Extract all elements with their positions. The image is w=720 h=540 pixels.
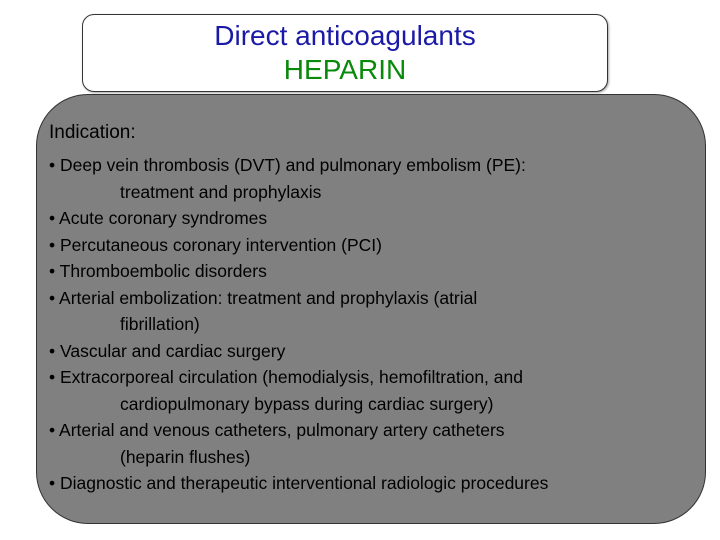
list-item-text: • Diagnostic and therapeutic interventional radiologic procedures (49, 473, 549, 493)
indication-heading: Indication: (49, 122, 136, 143)
list-item (49, 417, 699, 470)
list-item-continuation: fibrillation) (120, 314, 200, 334)
list-item (49, 285, 699, 338)
list-item-continuation: (heparin flushes) (120, 446, 251, 467)
list-item-text: • Vascular and cardiac surgery (49, 340, 286, 361)
list-item-text: • Deep vein thrombosis (DVT) and pulmonary embolism (PE): (49, 155, 526, 175)
list-item-text: • Arterial and venous catheters, pulmonary artery catheters (49, 420, 505, 440)
list-item-continuation: treatment and prophylaxis (120, 181, 322, 202)
list-item-text: • Thromboembolic disorders (49, 261, 267, 281)
list-item (49, 338, 699, 365)
list-item (49, 232, 699, 259)
list-item-text: • Acute coronary syndromes (49, 208, 268, 228)
list-item-text: • Extracorporeal circulation (hemodialysis, hemofiltration, and (49, 367, 523, 387)
list-item-text: • Arterial embolization: treatment and prophylaxis (atrial (49, 287, 478, 308)
list-item-continuation: cardiopulmonary bypass during cardiac surgery) (120, 393, 494, 414)
list-item (49, 470, 699, 497)
list-item (49, 364, 699, 417)
content-box (36, 94, 706, 524)
title-box (82, 14, 608, 92)
list-item-text: • Percutaneous coronary intervention (PCI) (49, 234, 382, 255)
list-item (49, 152, 699, 205)
title-line-1: Direct anticoagulants (214, 20, 476, 51)
title-line-2: HEPARIN (283, 54, 407, 85)
indication-list (49, 152, 699, 497)
list-item (49, 205, 699, 232)
list-item (49, 258, 699, 285)
